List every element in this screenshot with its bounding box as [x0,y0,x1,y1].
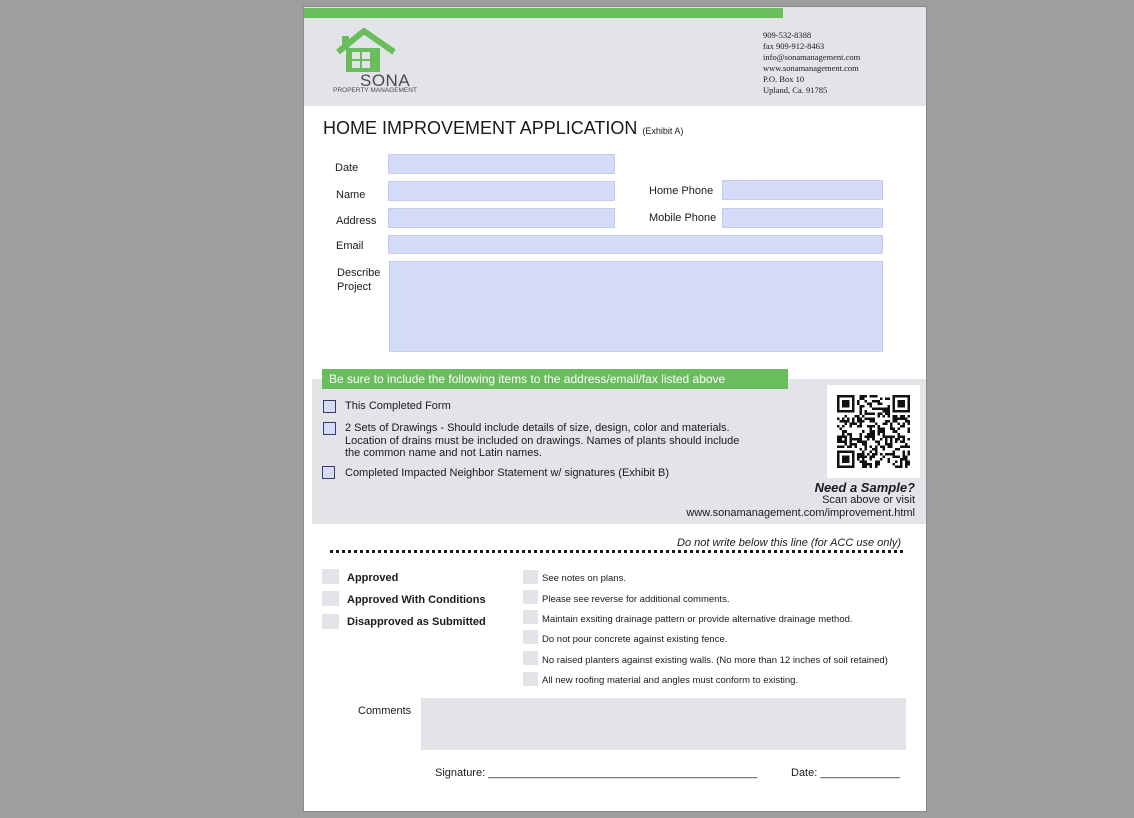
need-sample-heading: Need a Sample? [814,480,915,495]
disapproved-checkbox[interactable] [322,614,339,629]
address-field[interactable] [388,208,615,228]
note-checkbox[interactable] [523,570,538,584]
include-banner: Be sure to include the following items to the address/email/fax listed above [322,369,788,389]
sample-url-link[interactable]: www.sonamanagement.com/improvement.html [686,507,915,519]
neighbor-statement-checkbox[interactable] [322,466,335,479]
approved-conditions-checkbox[interactable] [322,591,339,606]
approved-checkbox[interactable] [322,569,339,584]
drawings-label [345,422,739,460]
scan-instruction: Scan above or visit [822,494,915,506]
date-field[interactable] [388,154,615,174]
drawings-label-line2: Location of drains must be included on drawings. Names of plants should include [345,434,740,447]
date-label: Date [335,162,359,174]
describe-label-line1: Describe [337,267,381,279]
note-label: Maintain exsiting drainage pattern or provide alternative drainage method. [542,614,853,625]
note-checkbox[interactable] [523,610,538,624]
note-label: All new roofing material and angles must conform to existing. [542,675,799,686]
email-field[interactable] [388,235,883,254]
logo-tagline: PROPERTY MANAGEMENT [333,87,417,94]
home-phone-field[interactable] [722,180,883,200]
comments-label: Comments [358,705,412,717]
date-signature-line[interactable]: Date: _____________ [791,767,900,779]
approved-conditions-label: Approved With Conditions [347,594,486,606]
mobile-phone-label: Mobile Phone [649,212,717,224]
cut-line-divider [330,550,903,553]
name-field[interactable] [388,181,615,201]
application-page [303,6,927,812]
contact-po-box: P.O. Box 10 [763,74,805,84]
email-label: Email [336,240,364,252]
drawings-checkbox[interactable] [323,422,336,435]
house-icon [332,28,402,73]
note-label: No raised planters against existing walls. (No more than 12 inches of soil retained) [542,655,888,666]
acc-use-note: Do not write below this line (for ACC use only) [677,537,901,549]
name-label: Name [336,189,366,201]
home-phone-label: Home Phone [649,185,714,197]
contact-fax: fax 909-912-8463 [763,41,825,51]
note-checkbox[interactable] [523,630,538,644]
signature-line[interactable]: Signature: ____________________________________________ [435,767,758,779]
describe-label [337,266,380,294]
qr-code-icon [837,395,910,468]
contact-block [763,30,860,96]
completed-form-checkbox[interactable] [323,400,336,413]
drawings-label-line3: the common name and not Latin names. [345,447,542,459]
company-logo [330,28,422,98]
describe-label-line2: Project [337,281,372,293]
logo-name: SONA [360,71,411,90]
title-main: HOME IMPROVEMENT APPLICATION [323,118,638,138]
note-checkbox[interactable] [523,651,538,665]
describe-project-field[interactable] [389,261,883,352]
contact-email: info@sonamanagement.com [763,52,861,62]
note-label: Please see reverse for additional comments. [542,594,730,605]
qr-code-frame [827,385,920,478]
mobile-phone-field[interactable] [722,208,883,228]
title-exhibit: (Exhibit A) [642,126,684,136]
top-accent-bar [304,8,783,18]
address-label: Address [336,215,377,227]
completed-form-label: This Completed Form [345,400,451,412]
neighbor-statement-label: Completed Impacted Neighbor Statement w/ signatures (Exhibit B) [345,467,670,479]
page-title [323,118,683,139]
drawings-label-line1: 2 Sets of Drawings - Should include details of size, design, color and materials. [345,422,730,434]
contact-city: Upland, Ca. 91785 [763,85,828,95]
note-checkbox[interactable] [523,672,538,686]
note-checkbox[interactable] [523,590,538,604]
contact-website: www.sonamanagement.com [763,63,859,73]
note-label: Do not pour concrete against existing fence. [542,634,728,645]
comments-field[interactable] [421,698,906,750]
disapproved-label: Disapproved as Submitted [347,616,486,628]
note-label: See notes on plans. [542,573,626,584]
contact-phone: 909-532-8388 [763,30,812,40]
approved-label: Approved [347,572,399,584]
